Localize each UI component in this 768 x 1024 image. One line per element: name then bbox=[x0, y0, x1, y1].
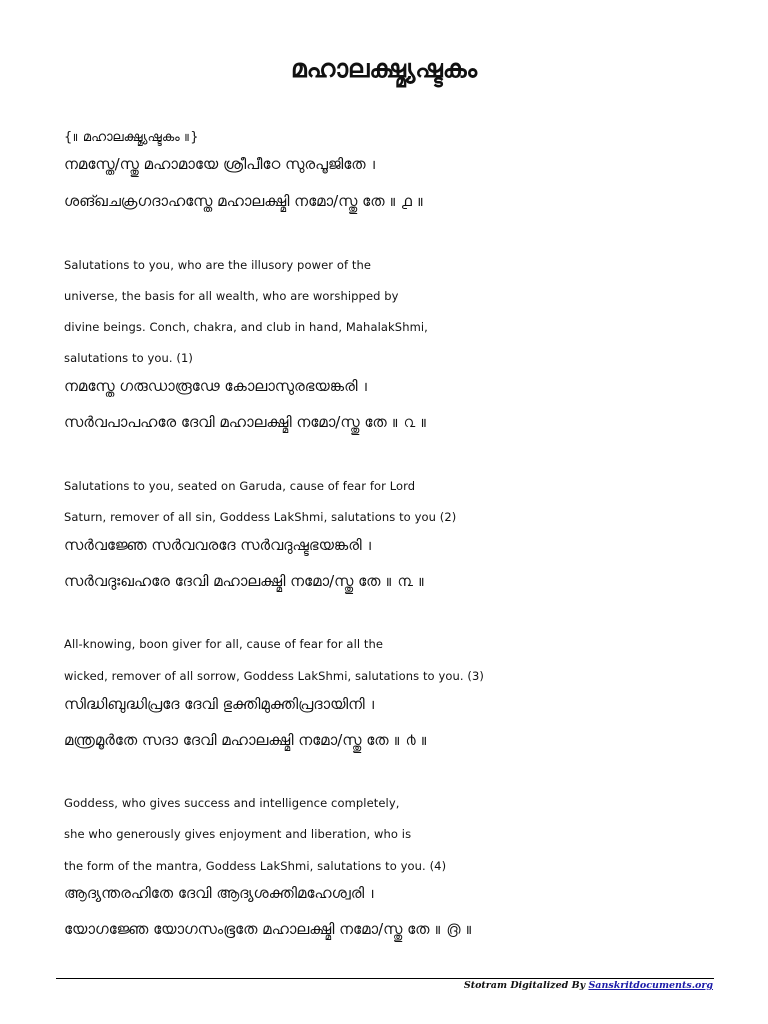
verse-2-line-1: നമസ്തേ ഗരുഡാരൂഢേ കോലാസുരഭയങ്കരി । bbox=[64, 377, 370, 395]
translation-4-line-1: Goddess, who gives success and intelligence completely, bbox=[64, 796, 400, 810]
verse-5-line-2: യോഗജ്ഞേ യോഗസംഭൂതേ മഹാലക്ഷ്മി നമോ/സ്തു തേ ॥ ൫ ॥ bbox=[64, 920, 473, 938]
verse-3-line-1: സർവജ്ഞേ സർവവരദേ സർവദുഷ്ടഭയങ്കരി । bbox=[64, 536, 374, 554]
page-title: മഹാലക്ഷ്മ്യഷ്ടകം bbox=[290, 54, 478, 83]
verse-4-line-2: മന്ത്രമൂർതേ സദാ ദേവി മഹാലക്ഷ്മി നമോ/സ്തു തേ ॥ ൪ ॥ bbox=[64, 731, 428, 749]
verse-1-line-2: ശങ്ഖചക്രഗദാഹസ്തേ മഹാലക്ഷ്മി നമോ/സ്തു തേ ॥ ൧ ॥ bbox=[64, 192, 425, 210]
translation-4-line-3: the form of the mantra, Goddess LakShmi, salutations to you. (4) bbox=[64, 859, 447, 873]
translation-3-line-2: wicked, remover of all sorrow, Goddess LakShmi, salutations to you. (3) bbox=[64, 669, 484, 683]
translation-2-line-1: Salutations to you, seated on Garuda, cause of fear for Lord bbox=[64, 479, 416, 493]
translation-4-line-2: she who generously gives enjoyment and liberation, who is bbox=[64, 827, 412, 841]
stotram-header: {॥ മഹാലക്ഷ്മ്യഷ്ടകം ॥} bbox=[64, 130, 199, 145]
translation-2-line-2: Saturn, remover of all sin, Goddess LakShmi, salutations to you (2) bbox=[64, 510, 457, 524]
footer-credit bbox=[464, 980, 713, 991]
translation-3-line-1: All-knowing, boon giver for all, cause of fear for all the bbox=[64, 637, 384, 651]
translation-1-line-2: universe, the basis for all wealth, who are worshipped by bbox=[64, 289, 399, 303]
sanskritdocuments-link[interactable]: Sanskritdocuments.org bbox=[588, 980, 713, 991]
verse-4-line-1: സിദ്ധിബുദ്ധിപ്രദേ ദേവി ഭുക്തിമുക്തിപ്രദായിനി । bbox=[64, 695, 377, 713]
footer-prefix: Stotram Digitalized By bbox=[463, 980, 586, 991]
translation-1-line-4: salutations to you. (1) bbox=[64, 351, 193, 365]
verse-5-line-1: ആദ്യന്തരഹിതേ ദേവി ആദ്യശക്തിമഹേശ്വരി । bbox=[64, 884, 377, 902]
verse-3-line-2: സർവദുഃഖഹരേ ദേവി മഹാലക്ഷ്മി നമോ/സ്തു തേ ॥ ൩ ॥ bbox=[64, 572, 426, 590]
footer-divider bbox=[56, 978, 714, 979]
verse-1-line-1: നമസ്തേ/സ്തു മഹാമായേ ശ്രീപീഠേ സുരപൂജിതേ । bbox=[64, 155, 378, 173]
verse-2-line-2: സർവപാപഹരേ ദേവി മഹാലക്ഷ്മി നമോ/സ്തു തേ ॥ ൨ ॥ bbox=[64, 413, 428, 431]
translation-1-line-1: Salutations to you, who are the illusory power of the bbox=[64, 258, 372, 272]
translation-1-line-3: divine beings. Conch, chakra, and club in hand, MahalakShmi, bbox=[64, 320, 428, 334]
